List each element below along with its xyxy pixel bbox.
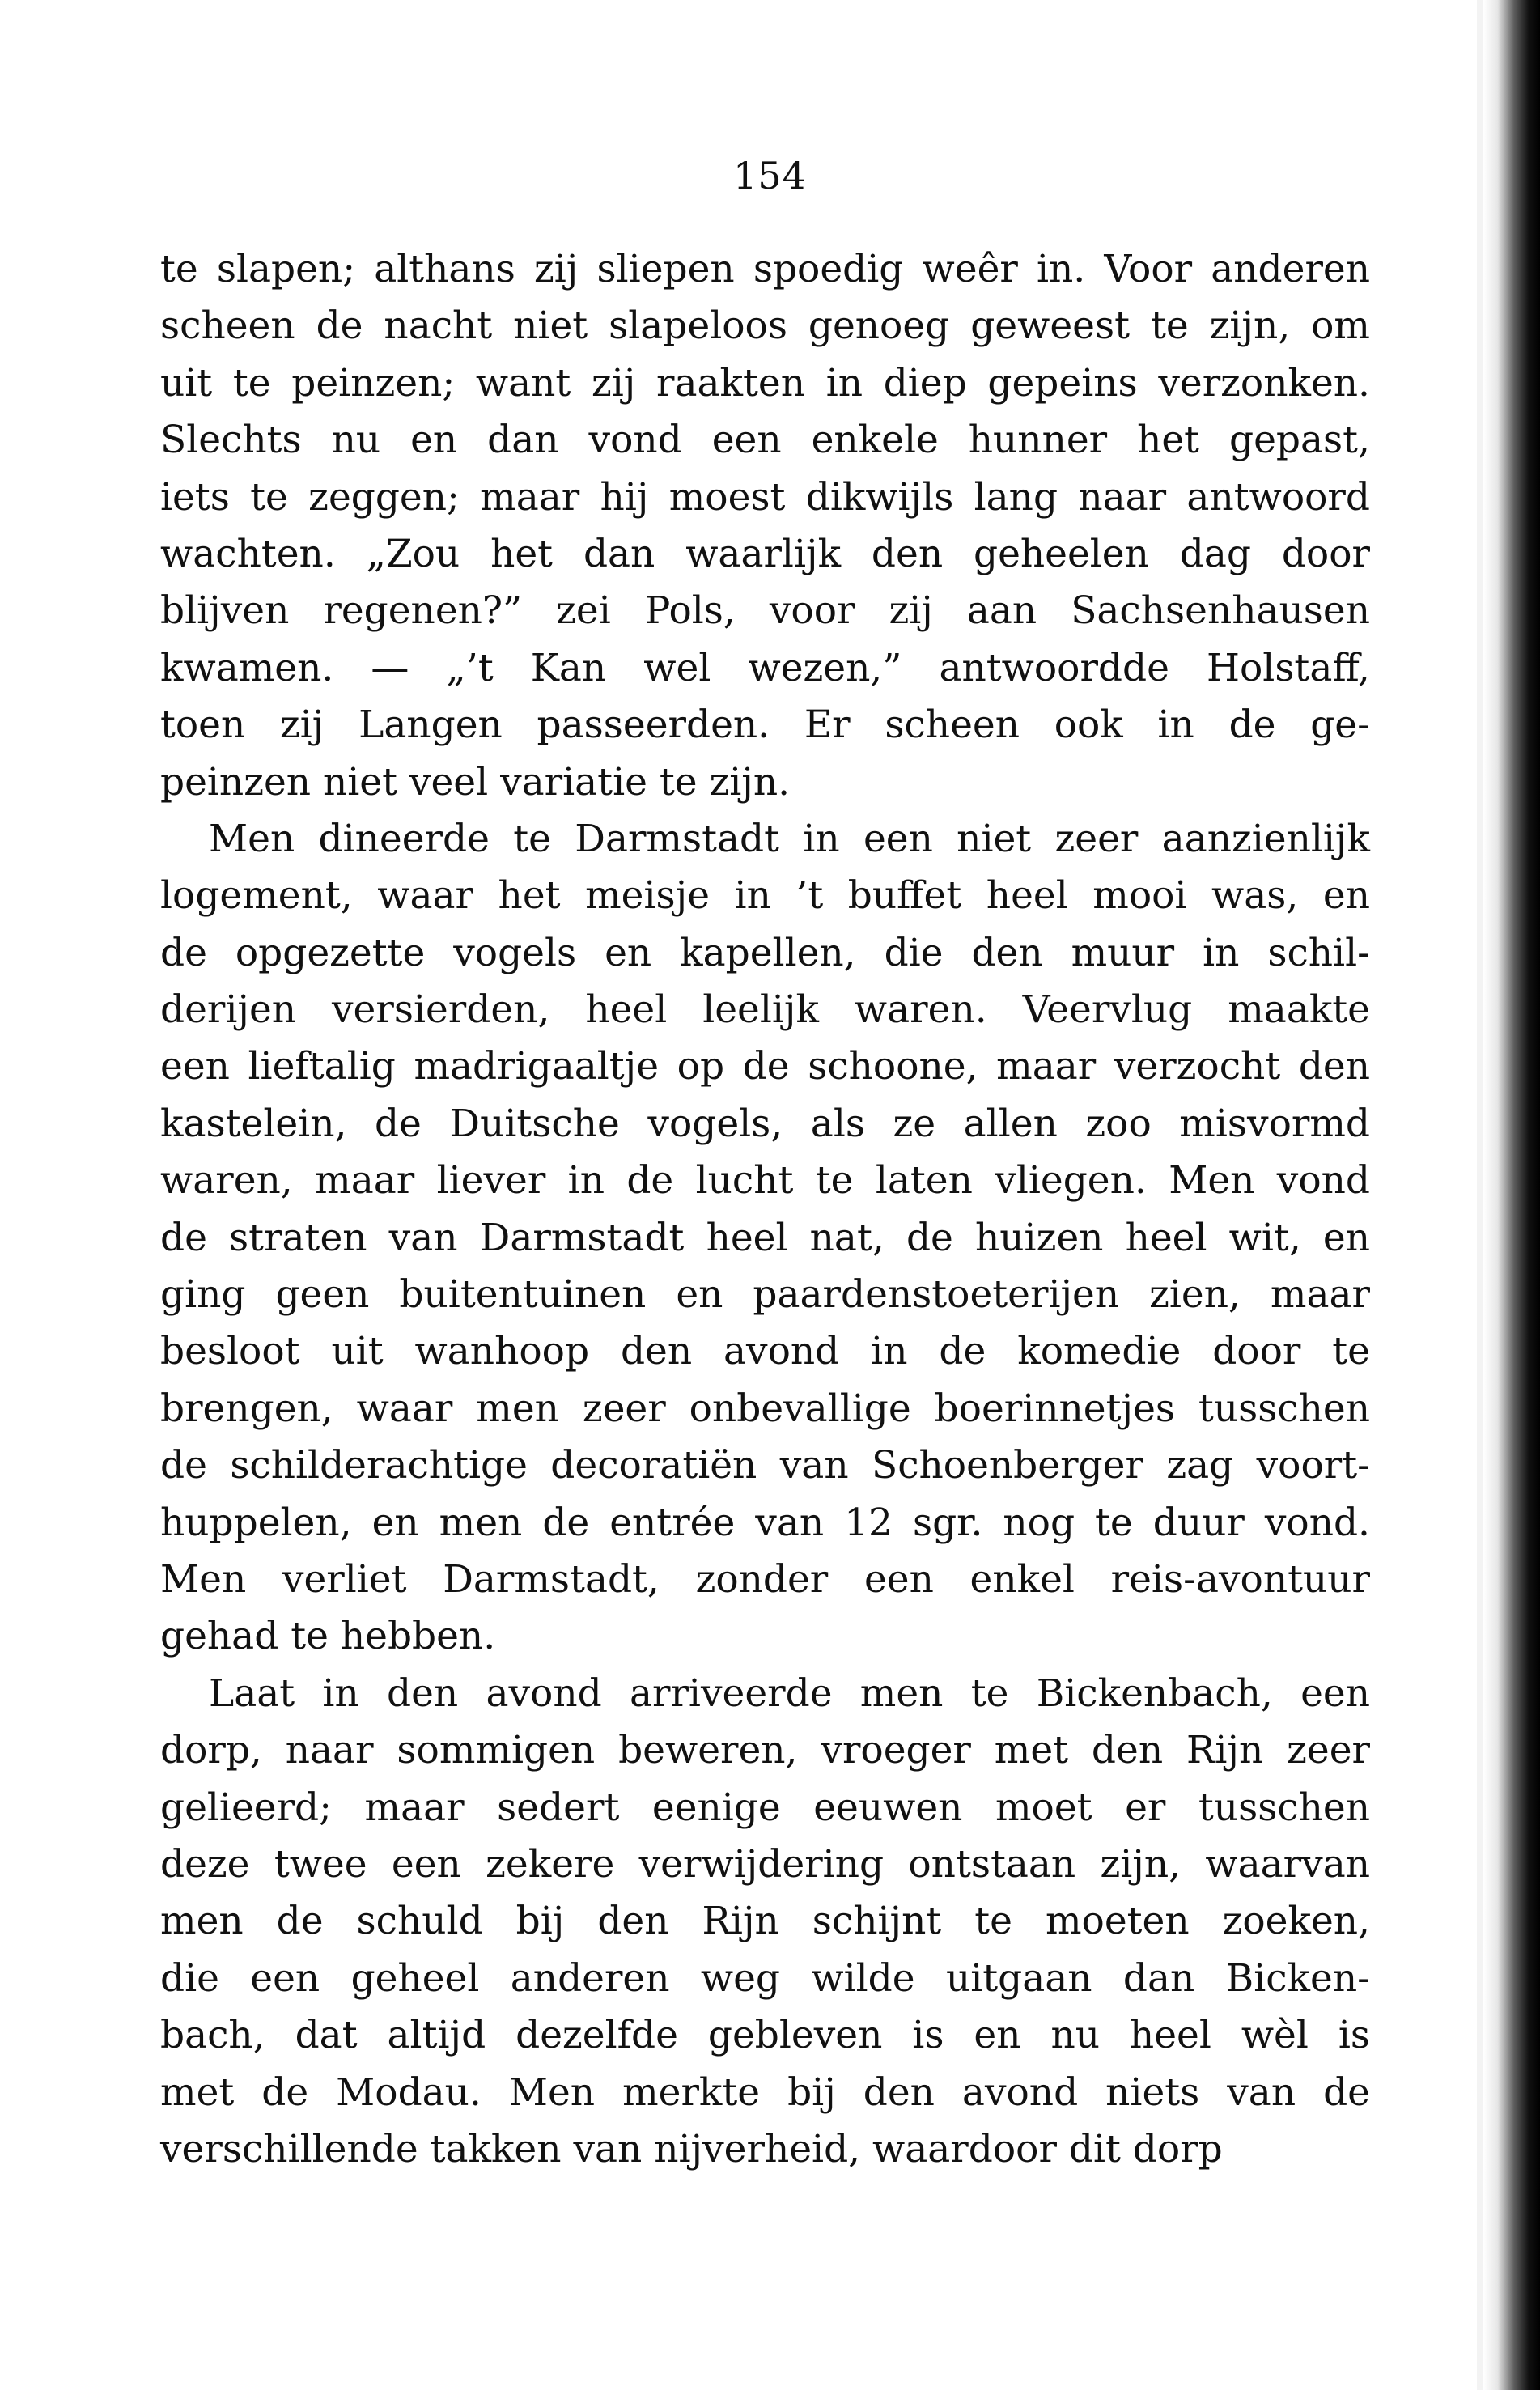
text-line: logement, waar het meisje in ’t buffet heel mooi was, en — [160, 873, 1370, 919]
text-line: blijven regenen?” zei Pols, voor zij aan Sachsenhausen — [160, 588, 1370, 634]
text-line: de schilderachtige decoratiën van Schoenberger zag voort- — [160, 1443, 1370, 1488]
text-line: een lieftalig madrigaaltje op de schoone, maar verzocht den — [160, 1044, 1370, 1089]
text-line: dorp, naar sommigen beweren, vroeger met den Rijn zeer — [160, 1728, 1370, 1773]
text-line: men de schuld bij den Rijn schijnt te moeten zoeken, — [160, 1899, 1370, 1944]
text-line: de straten van Darmstadt heel nat, de huizen heel wit, en — [160, 1215, 1370, 1260]
text-line: gehad te hebben. — [160, 1614, 496, 1659]
paragraph — [160, 241, 1370, 811]
text-line: met de Modau. Men merkte bij den avond niets van de — [160, 2069, 1370, 2115]
text-line: scheen de nacht niet slapeloos genoeg geweest te zijn, om — [160, 304, 1370, 349]
text-line: toen zij Langen passeerden. Er scheen ook in de ge- — [160, 703, 1370, 748]
text-line: verschillende takken van nijverheid, waardoor dit dorp — [160, 2126, 1223, 2171]
text-line: iets te zeggen; maar hij moest dikwijls lang naar antwoord — [160, 474, 1370, 520]
page-edge-band — [1477, 0, 1483, 2390]
text-line: de opgezette vogels en kapellen, die den muur in schil- — [160, 930, 1370, 975]
page-number: 154 — [733, 154, 807, 197]
text-line: derijen versierden, heel leelijk waren. Veervlug maakte — [160, 987, 1370, 1033]
text-line: deze twee een zekere verwijdering ontstaan zijn, waarvan — [160, 1841, 1370, 1887]
paragraph — [160, 811, 1370, 1666]
text-line: besloot uit wanhoop den avond in de komedie door te — [160, 1329, 1370, 1374]
text-line: wachten. „Zou het dan waarlijk den geheelen dag door — [160, 531, 1370, 576]
text-line: te slapen; althans zij sliepen spoedig weêr in. Voor anderen — [160, 247, 1370, 291]
text-line: die een geheel anderen weg wilde uitgaan dan Bicken- — [160, 1955, 1370, 2001]
text-line: peinzen niet veel variatie te zijn. — [160, 759, 791, 804]
text-line: Men dineerde te Darmstadt in een niet zeer aanzienlijk — [209, 816, 1370, 861]
text-line: bach, dat altijd dezelfde gebleven is en nu heel wèl is — [160, 2013, 1370, 2058]
text-line: huppelen, en men de entrée van 12 sgr. nog te duur vond. — [160, 1500, 1370, 1545]
text-line: brengen, waar men zeer onbevallige boerinnetjes tusschen — [160, 1386, 1370, 1431]
text-line: kwamen. — „’t Kan wel wezen,” antwoordde Holstaff, — [160, 645, 1370, 690]
text-line: Men verliet Darmstadt, zonder een enkel reis-avontuur — [160, 1556, 1370, 1602]
text-line: uit te peinzen; want zij raakten in diep gepeins verzonken. — [160, 360, 1370, 405]
body-text — [160, 241, 1370, 2178]
text-line: gelieerd; maar sedert eenige eeuwen moet er tusschen — [160, 1785, 1370, 1830]
text-line: waren, maar liever in de lucht te laten vliegen. Men vond — [160, 1158, 1370, 1203]
paragraph — [160, 1666, 1370, 2179]
text-line: kastelein, de Duitsche vogels, als ze allen zoo misvormd — [160, 1101, 1370, 1146]
text-line: Slechts nu en dan vond een enkele hunner het gepast, — [160, 418, 1370, 463]
page-edge-shadow — [1483, 0, 1540, 2390]
text-line: ging geen buitentuinen en paardenstoeterijen zien, maar — [160, 1272, 1370, 1318]
text-line: Laat in den avond arriveerde men te Bickenbach, een — [209, 1670, 1370, 1716]
